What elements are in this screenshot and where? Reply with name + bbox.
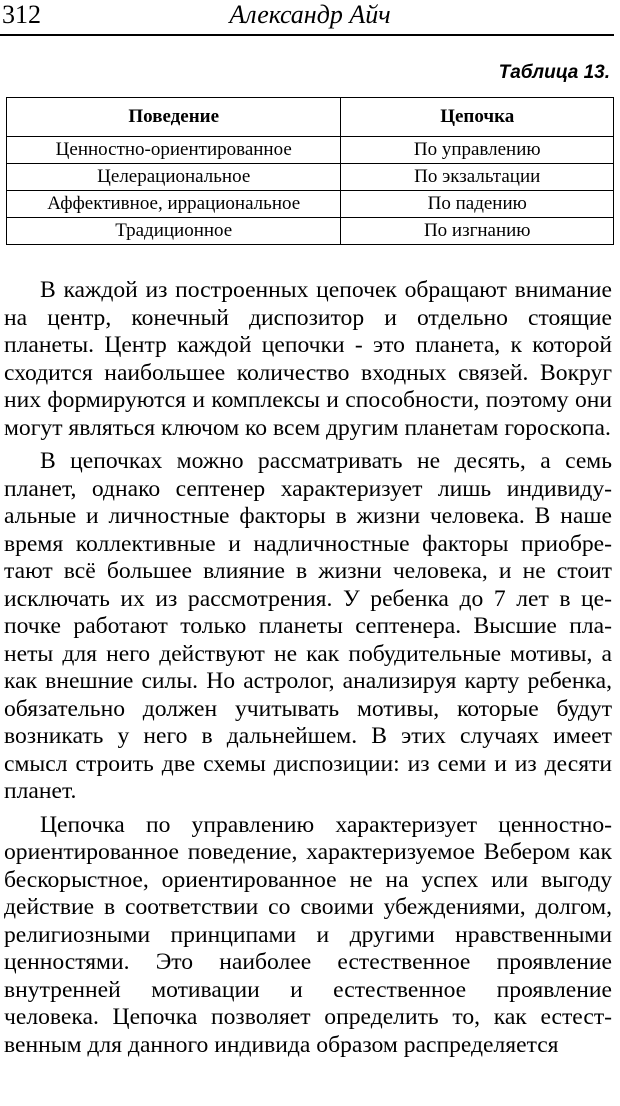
table-row <box>7 164 614 191</box>
table-cell: Традиционное <box>7 218 341 245</box>
body-text <box>4 277 612 1059</box>
paragraph: В цепочках можно рассматривать не десять, а семь планет, однако септенер характеризует лишь индивидуальные и личностные факторы в жизни человека. В наше время коллективные и надличностные факторы приобретают всё большее влияние в жизни человека, и не стоит исключать их из рассмотрения. У ребенка до 7 лет в цепочке работают только планеты септенера. Высшие планеты для него действуют не как побудительные мотивы, а как внешние силы. Но астролог, анализируя карту ребенка, обязательно должен учитывать мотивы, которые будут возникать у него в дальнейшем. В этих случаях имеет смысл строить две схемы диспозиции: из семи и из десяти планет. <box>4 448 612 804</box>
table-cell: Целерациональное <box>7 164 341 191</box>
table-header-row <box>7 98 614 137</box>
table-caption: Таблица 13. <box>498 62 610 83</box>
paragraph: В каждой из построенных цепочек обращают внимание на центр, конечный диспозитор и отдельно стоящие планеты. Центр каждой цепочки - это планета, к которой сходится наибольшее количество входных связей. Вокруг них формируются и комплексы и способности, поэтому они могут являться ключом ко всем другим планетам гороскопа. <box>4 277 612 441</box>
running-head: Александр Айч <box>229 0 391 29</box>
table-cell: По падению <box>341 191 614 218</box>
table-cell: По экзальтации <box>341 164 614 191</box>
table-cell: Аффективное, иррациональное <box>7 191 341 218</box>
table-row <box>7 191 614 218</box>
column-header-chain: Цепочка <box>341 98 614 137</box>
paragraph: Цепочка по управлению характеризует ценностно-ориентированное поведение, характеризуемое Вебером как бескорыстное, ориентированное не на успех или выгоду действие в соответствии со своими убеждениями, долгом, религиозными принципами и другими нравственными ценностями. Это наиболее естественное проявление внутренней мотивации и естественное проявление человека. Цепочка позволяет определить то, как естественным для данного индивида образом распределяется <box>4 811 612 1058</box>
table-row <box>7 137 614 164</box>
page-header <box>0 0 614 36</box>
column-header-behavior: Поведение <box>7 98 341 137</box>
table-cell: По управлению <box>341 137 614 164</box>
behavior-chain-table <box>6 97 614 245</box>
table-cell: По изгнанию <box>341 218 614 245</box>
table-row <box>7 218 614 245</box>
page-number: 312 <box>2 0 41 29</box>
table-cell: Ценностно-ориентированное <box>7 137 341 164</box>
